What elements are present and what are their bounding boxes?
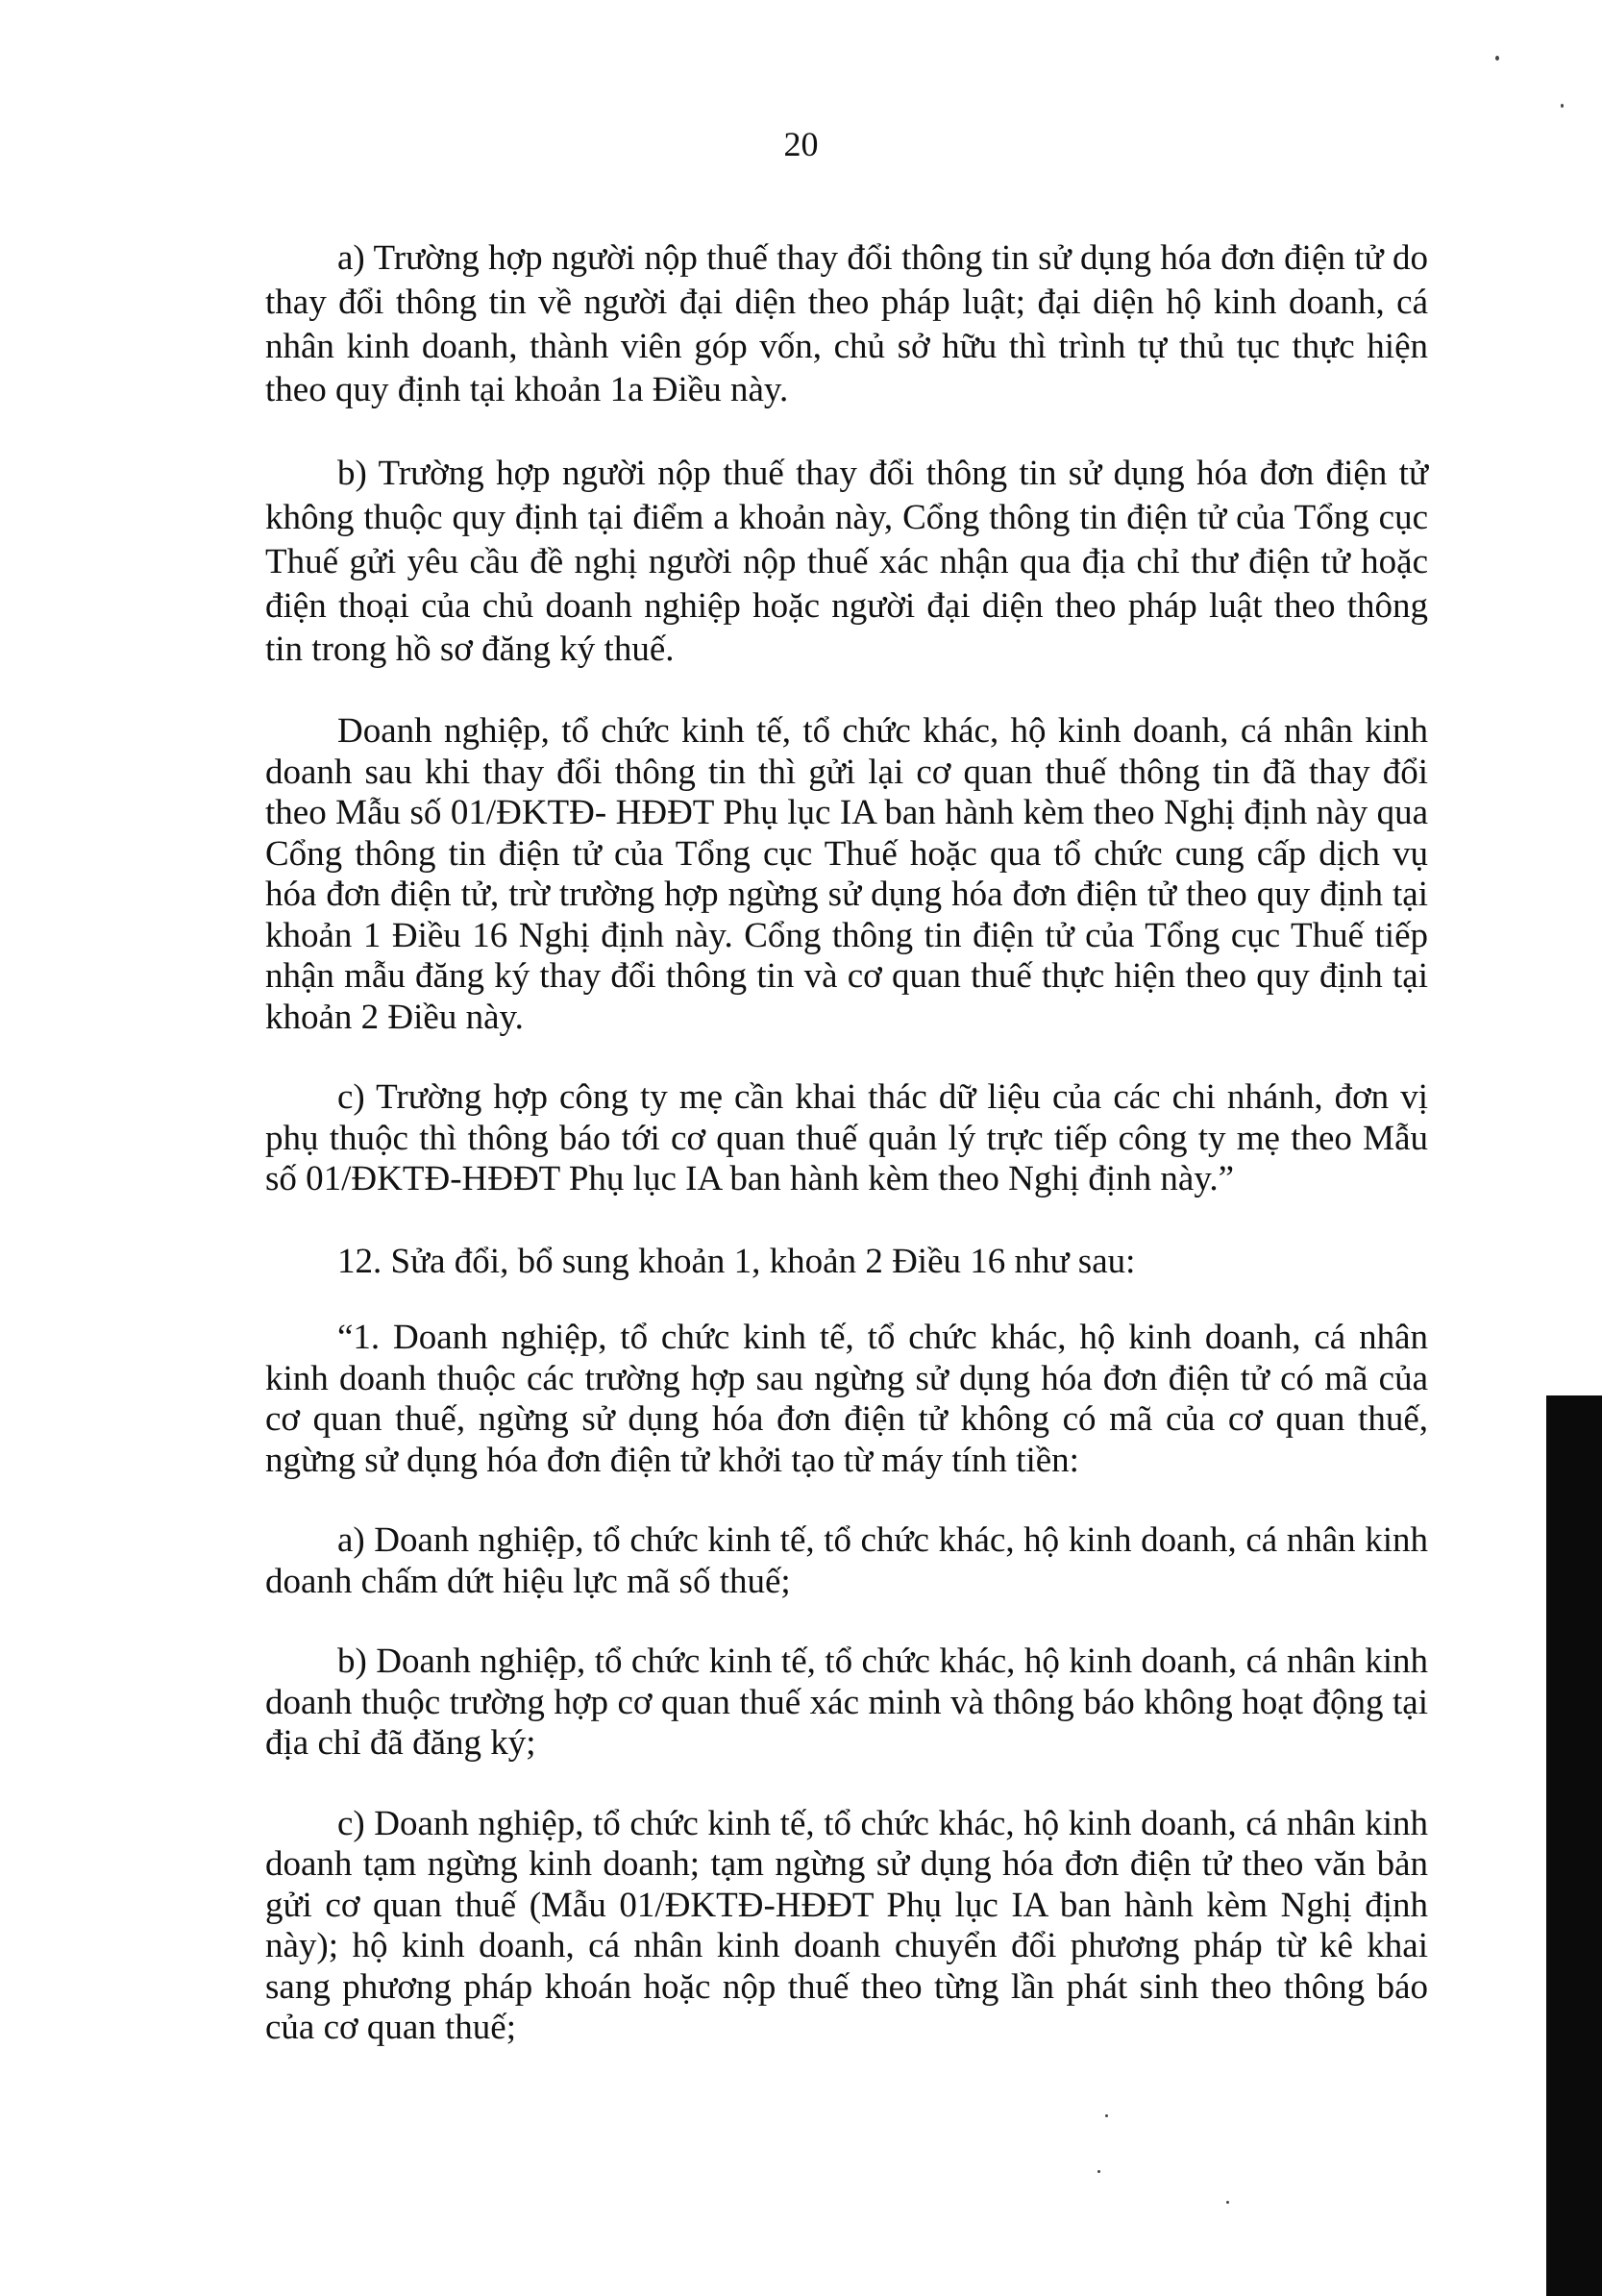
paragraph-c-temporary-suspension: c) Doanh nghiệp, tổ chức kinh tế, tổ chức khác, hộ kinh doanh, cá nhân kinh doanh tạm ngừng kinh doanh; tạm ngừng sử dụng hóa đơn điện tử theo văn bản gửi cơ quan thuế (Mẫu 01/ĐKTĐ-HĐĐT Phụ lục IA ban hành kèm Nghị định này); hộ kinh doanh, cá nhân kinh doanh chuyển đổi phương pháp từ kê khai sang phương pháp khoán hoặc nộp thuế theo từng lần phát sinh theo thông báo của cơ quan thuế; (265, 1803, 1428, 2048)
scan-speck (1561, 104, 1564, 108)
paragraph-b-not-operating-at-address: b) Doanh nghiệp, tổ chức kinh tế, tổ chức khác, hộ kinh doanh, cá nhân kinh doanh thuộc trường hợp cơ quan thuế xác minh và thông báo không hoạt động tại địa chỉ đã đăng ký; (265, 1642, 1428, 1764)
paragraph-c-parent-company: c) Trường hợp công ty mẹ cần khai thác dữ liệu của các chi nhánh, đơn vị phụ thuộc thì thông báo tới cơ quan thuế quản lý trực tiếp công ty mẹ theo Mẫu số 01/ĐKTĐ-HĐĐT Phụ lục IA ban hành kèm theo Nghị định này.” (265, 1077, 1428, 1199)
page-number: 20 (783, 125, 819, 163)
paragraph-a-representative-change: a) Trường hợp người nộp thuế thay đổi thông tin sử dụng hóa đơn điện tử do thay đổi thông tin về người đại diện theo pháp luật; đại diện hộ kinh doanh, cá nhân kinh doanh, thành viên góp vốn, chủ sở hữu thì trình tự thủ tục thực hiện theo quy định tại khoản 1a Điều này. (265, 238, 1428, 410)
scan-speck (1226, 2201, 1229, 2204)
scan-speck (1105, 2114, 1108, 2117)
paragraph-resubmit-changes: Doanh nghiệp, tổ chức kinh tế, tổ chức khác, hộ kinh doanh, cá nhân kinh doanh sau khi thay đổi thông tin thì gửi lại cơ quan thuế thông tin đã thay đổi theo Mẫu số 01/ĐKTĐ- HĐĐT Phụ lục IA ban hành kèm theo Nghị định này qua Cổng thông tin điện tử của Tổng cục Thuế hoặc qua tổ chức cung cấp dịch vụ hóa đơn điện tử, trừ trường hợp ngừng sử dụng hóa đơn điện tử theo quy định tại khoản 1 Điều 16 Nghị định này. Cổng thông tin điện tử của Tổng cục Thuế tiếp nhận mẫu đăng ký thay đổi thông tin và cơ quan thuế thực hiện theo quy định tại khoản 2 Điều này. (265, 711, 1428, 1037)
scan-speck (1097, 2170, 1100, 2173)
scan-speck (1495, 56, 1499, 61)
paragraph-b-other-change: b) Trường hợp người nộp thuế thay đổi thông tin sử dụng hóa đơn điện tử không thuộc quy định tại điểm a khoản này, Cổng thông tin điện tử của Tổng cục Thuế gửi yêu cầu đề nghị người nộp thuế xác nhận qua địa chỉ thư điện tử hoặc điện thoại của chủ doanh nghiệp hoặc người đại diện theo pháp luật theo thông tin trong hồ sơ đăng ký thuế. (265, 454, 1428, 670)
paragraph-12-amendment: 12. Sửa đổi, bổ sung khoản 1, khoản 2 Điều 16 như sau: (337, 1241, 1136, 1281)
paragraph-1-stop-using-invoices: “1. Doanh nghiệp, tổ chức kinh tế, tổ chức khác, hộ kinh doanh, cá nhân kinh doanh thuộc các trường hợp sau ngừng sử dụng hóa đơn điện tử có mã của cơ quan thuế, ngừng sử dụng hóa đơn điện tử không có mã của cơ quan thuế, ngừng sử dụng hóa đơn điện tử khởi tạo từ máy tính tiền: (265, 1318, 1428, 1480)
paragraph-a-tax-code-terminated: a) Doanh nghiệp, tổ chức kinh tế, tổ chức khác, hộ kinh doanh, cá nhân kinh doanh chấm dứt hiệu lực mã số thuế; (265, 1520, 1428, 1601)
scan-edge-shadow (1546, 1395, 1602, 2296)
document-body (265, 236, 1428, 2088)
